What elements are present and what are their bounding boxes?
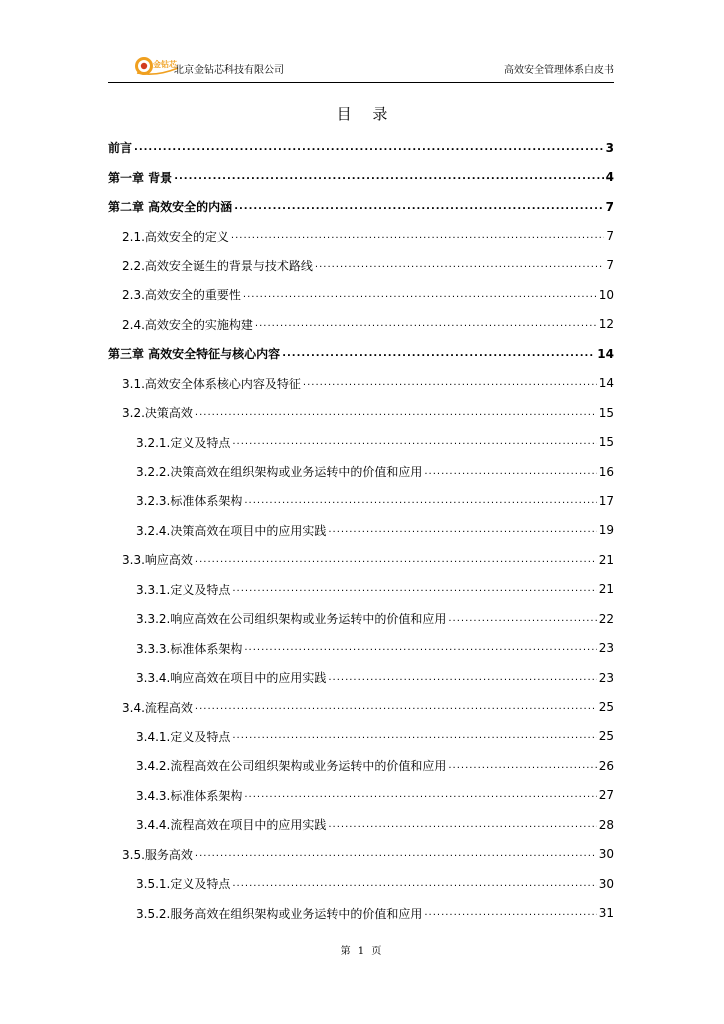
toc-entry-page: 17 <box>598 493 614 508</box>
toc-entry[interactable] <box>108 633 614 662</box>
toc-entry[interactable] <box>108 427 614 456</box>
toc-entry[interactable] <box>108 604 614 633</box>
toc-entry[interactable] <box>108 781 614 810</box>
toc-entry-label: 3.4.流程高效 <box>122 700 193 715</box>
toc-dot-leader <box>282 348 595 360</box>
toc-entry-label: 3.4.2.流程高效在公司组织架构或业务运转中的价值和应用 <box>136 759 447 774</box>
toc-entry[interactable] <box>108 869 614 898</box>
toc-dot-leader <box>448 760 596 772</box>
logo-text: 金钻芯 <box>153 60 177 69</box>
toc-entry[interactable] <box>108 751 614 780</box>
toc-entry-label: 3.4.4.流程高效在项目中的应用实践 <box>136 818 327 833</box>
toc-entry[interactable] <box>108 516 614 545</box>
toc-entry[interactable] <box>108 722 614 751</box>
toc-dot-leader <box>424 907 596 919</box>
toc-entry-label: 3.5.服务高效 <box>122 847 193 862</box>
toc-entry-page: 14 <box>597 346 614 361</box>
toc-entry[interactable] <box>108 251 614 280</box>
toc-entry-label: 3.2.4.决策高效在项目中的应用实践 <box>136 523 327 538</box>
toc-entry[interactable] <box>108 486 614 515</box>
toc-dot-leader <box>134 142 604 154</box>
toc-entry[interactable] <box>108 369 614 398</box>
toc-dot-leader <box>195 701 597 713</box>
toc-dot-leader <box>448 613 596 625</box>
toc-entry[interactable] <box>108 133 614 162</box>
toc-entry[interactable] <box>108 898 614 927</box>
toc-entry-page: 25 <box>598 700 614 715</box>
company-name: 北京金钻芯科技有限公司 <box>174 65 284 76</box>
toc-entry-label: 第三章 高效安全特征与核心内容 <box>108 347 281 362</box>
toc-entry-label: 2.1.高效安全的定义 <box>122 229 229 244</box>
toc-dot-leader <box>244 642 596 654</box>
toc-entry[interactable] <box>108 398 614 427</box>
toc-dot-leader <box>195 554 597 566</box>
toc-entry-label: 3.3.1.定义及特点 <box>136 582 231 597</box>
toc-entry-label: 3.2.2.决策高效在组织架构或业务运转中的价值和应用 <box>136 465 423 480</box>
toc-dot-leader <box>232 730 596 742</box>
toc-dot-leader <box>315 259 604 271</box>
toc-entry-label: 3.1.高效安全体系核心内容及特征 <box>122 376 301 391</box>
toc-entry-page: 30 <box>598 847 614 862</box>
toc-entry-page: 4 <box>605 170 614 185</box>
toc-dot-leader <box>174 171 603 183</box>
toc-entry-page: 21 <box>598 582 614 597</box>
toc-entry-page: 21 <box>598 552 614 567</box>
toc-entry-page: 12 <box>598 317 614 332</box>
toc-dot-leader <box>244 789 596 801</box>
toc-entry[interactable] <box>108 280 614 309</box>
toc-entry-label: 3.4.1.定义及特点 <box>136 729 231 744</box>
toc-dot-leader <box>232 583 596 595</box>
toc-entry-label: 2.3.高效安全的重要性 <box>122 288 241 303</box>
toc-entry-label: 3.5.1.定义及特点 <box>136 877 231 892</box>
toc-dot-leader <box>328 672 596 684</box>
toc-entry-page: 15 <box>598 405 614 420</box>
toc-dot-leader <box>328 524 596 536</box>
toc-entry[interactable] <box>108 692 614 721</box>
toc-entry[interactable] <box>108 575 614 604</box>
toc-entry-page: 3 <box>605 140 614 155</box>
toc-dot-leader <box>255 318 597 330</box>
toc-entry[interactable] <box>108 457 614 486</box>
toc-entry-label: 第二章 高效安全的内涵 <box>108 200 233 215</box>
toc-entry-page: 7 <box>605 199 614 214</box>
toc-entry-page: 31 <box>598 906 614 921</box>
toc-entry[interactable] <box>108 840 614 869</box>
toc-entry-page: 23 <box>598 670 614 685</box>
toc-entry-page: 15 <box>598 435 614 450</box>
toc-entry[interactable] <box>108 221 614 250</box>
toc-entry-label: 3.3.4.响应高效在项目中的应用实践 <box>136 671 327 686</box>
toc-dot-leader <box>424 466 596 478</box>
toc-entry[interactable] <box>108 339 614 368</box>
toc-dot-leader <box>303 377 597 389</box>
page-header <box>108 56 614 83</box>
toc-entry-label: 3.2.3.标准体系架构 <box>136 494 243 509</box>
toc-entry[interactable] <box>108 545 614 574</box>
toc-entry-label: 3.4.3.标准体系架构 <box>136 788 243 803</box>
toc-entry-label: 第一章 背景 <box>108 170 173 185</box>
toc-entry-label: 2.2.高效安全诞生的背景与技术路线 <box>122 258 313 273</box>
toc-entry-page: 28 <box>598 817 614 832</box>
toc-entry[interactable] <box>108 162 614 191</box>
toc-dot-leader <box>232 436 596 448</box>
toc-entry-label: 3.2.决策高效 <box>122 406 193 421</box>
toc-dot-leader <box>195 848 597 860</box>
toc-entry-label: 2.4.高效安全的实施构建 <box>122 317 253 332</box>
toc-entry-page: 7 <box>606 229 614 244</box>
toc-entry-page: 16 <box>598 464 614 479</box>
toc-entry-label: 3.3.3.标准体系架构 <box>136 641 243 656</box>
toc-entry-page: 7 <box>606 258 614 273</box>
toc-entry-page: 30 <box>598 876 614 891</box>
toc-entry-page: 10 <box>598 287 614 302</box>
toc-entry[interactable] <box>108 810 614 839</box>
toc-entry-page: 27 <box>598 788 614 803</box>
toc-entry-label: 前言 <box>108 141 133 156</box>
toc-entry-page: 22 <box>598 611 614 626</box>
toc-entry-label: 3.5.2.服务高效在组织架构或业务运转中的价值和应用 <box>136 906 423 921</box>
toc-entry-page: 14 <box>598 376 614 391</box>
table-of-contents <box>108 133 614 928</box>
document-name: 高效安全管理体系白皮书 <box>504 65 614 76</box>
toc-entry-label: 3.3.响应高效 <box>122 553 193 568</box>
toc-entry-page: 19 <box>598 523 614 538</box>
toc-dot-leader <box>328 819 596 831</box>
toc-entry-page: 23 <box>598 641 614 656</box>
toc-dot-leader <box>195 407 597 419</box>
toc-entry-label: 3.2.1.定义及特点 <box>136 435 231 450</box>
page-number: 第 1 页 <box>340 946 384 957</box>
toc-entry-label: 3.3.2.响应高效在公司组织架构或业务运转中的价值和应用 <box>136 612 447 627</box>
toc-dot-leader <box>244 495 596 507</box>
toc-dot-leader <box>243 289 597 301</box>
toc-entry[interactable] <box>108 310 614 339</box>
toc-entry-page: 25 <box>598 729 614 744</box>
toc-entry[interactable] <box>108 663 614 692</box>
toc-title: 目 录 <box>336 105 396 123</box>
toc-dot-leader <box>231 230 604 242</box>
toc-dot-leader <box>232 878 596 890</box>
toc-entry-page: 26 <box>598 758 614 773</box>
toc-dot-leader <box>234 201 603 213</box>
toc-entry[interactable] <box>108 192 614 221</box>
